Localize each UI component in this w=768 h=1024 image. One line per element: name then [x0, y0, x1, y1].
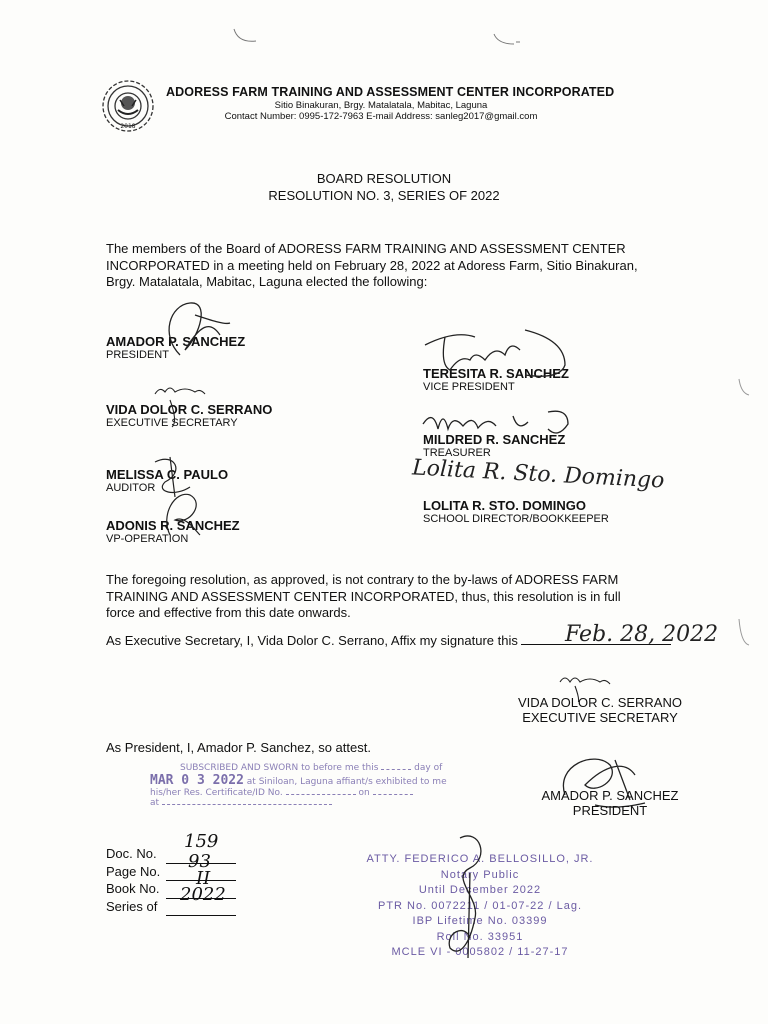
jurat-line: on: [358, 788, 370, 798]
signature: [150, 382, 230, 432]
officer-position: TREASURER: [423, 447, 491, 459]
notary-title: Notary Public: [440, 868, 520, 881]
signature: [420, 818, 520, 968]
officer-name: AMADOR P. SANCHEZ: [106, 334, 246, 349]
document-title: BOARD RESOLUTION: [316, 171, 452, 186]
doc-number-label: Page No.: [106, 863, 161, 879]
president-block: [510, 788, 710, 818]
notary-mcle: MCLE VI - 0005802 / 11-27-17: [391, 946, 569, 958]
signature: [415, 325, 585, 395]
notary-ibp: IBP Lifetime No. 03399: [412, 915, 548, 927]
notary-name: ATTY. FEDERICO A. BELLOSILLO, JR.: [366, 853, 594, 865]
secretary-position: EXECUTIVE SECRETARY: [522, 710, 678, 725]
doc-number-row: [106, 831, 236, 864]
officer-name: ADONIS R. SANCHEZ: [106, 518, 240, 533]
resolution-paragraph: [106, 572, 686, 622]
officer-name: MELISSA C. PAULO: [106, 467, 229, 482]
signature: [150, 295, 240, 365]
officer-position: EXECUTIVE SECRETARY: [106, 417, 238, 429]
doc-number-value: 2022: [180, 883, 226, 905]
officer-position: VICE PRESIDENT: [423, 381, 515, 393]
officer-position: PRESIDENT: [106, 349, 169, 361]
doc-number-label: Series of: [106, 898, 158, 914]
officer-position: SCHOOL DIRECTOR/BOOKKEEPER: [423, 513, 609, 525]
jurat-line: day of: [414, 763, 443, 773]
officer-name: LOLITA R. STO. DOMINGO: [423, 498, 586, 513]
officer-name: VIDA DOLOR C. SERRANO: [106, 402, 273, 417]
handwritten-date: Feb. 28, 2022: [565, 622, 719, 647]
logo-year: 2018: [120, 123, 136, 130]
officer-name: TERESITA R. SANCHEZ: [423, 366, 569, 381]
resolution-line: The foregoing resolution, as approved, is not contrary to the by-laws of ADORESS FARM: [106, 572, 619, 587]
signature: [418, 404, 588, 444]
jurat-line: SUBSCRIBED AND SWORN to before me this: [180, 763, 379, 773]
doc-number-label: Doc. No.: [106, 846, 157, 861]
scan-mark: [490, 30, 530, 55]
doc-number-value: II: [196, 868, 211, 889]
president-position: PRESIDENT: [572, 803, 648, 818]
scan-mark: [735, 615, 755, 655]
scan-mark: [230, 25, 270, 50]
intro-line: The members of the Board of ADORESS FARM TRAINING AND ASSESSMENT CENTER: [106, 241, 626, 256]
organization-address: Sitio Binakuran, Brgy. Matalatala, Mabitac, Laguna: [274, 100, 488, 111]
intro-line: Brgy. Matalatala, Mabitac, Laguna elected the following:: [106, 274, 428, 289]
signature: [150, 485, 210, 540]
jurat-line: at: [150, 798, 160, 808]
intro-paragraph: [106, 241, 676, 291]
president-name: AMADOR P. SANCHEZ: [541, 788, 679, 803]
doc-number-label: Book No.: [106, 881, 160, 896]
jurat-date-stamp: MAR 0 3 2022: [150, 773, 244, 788]
organization-contact: Contact Number: 0995-172-7963 E-mail Address: sanleg2017@gmail.com: [224, 111, 538, 122]
handwritten-signature: Lolita R. Sto. Domingo: [411, 455, 665, 494]
doc-number-block: [106, 831, 236, 916]
resolution-number: RESOLUTION NO. 3, SERIES OF 2022: [268, 188, 500, 203]
doc-number-value: 159: [184, 831, 219, 852]
notary-roll: Roll No. 33951: [436, 930, 524, 943]
jurat-line: at Siniloan, Laguna affiant/s exhibited to me: [246, 777, 447, 787]
affix-text: As Executive Secretary, I, Vida Dolor C. Serrano, Affix my signature this: [106, 633, 518, 648]
notary-until: Until December 2022: [418, 884, 542, 896]
officer-position: VP-OPERATION: [106, 533, 189, 545]
officer-block: [423, 498, 609, 525]
president-attest: As President, I, Amador P. Sanchez, so attest.: [106, 740, 371, 755]
resolution-line: TRAINING AND ASSESSMENT CENTER INCORPORATED, thus, this resolution is in full: [106, 588, 621, 604]
doc-number-value: 93: [188, 850, 211, 872]
organization-logo: [100, 78, 156, 134]
secretary-name: VIDA DOLOR C. SERRANO: [518, 695, 682, 710]
resolution-line: force and effective from this date onwards.: [106, 605, 351, 620]
jurat-stamp: [150, 763, 490, 808]
secretary-block: [500, 695, 700, 725]
officer-position: AUDITOR: [106, 482, 156, 494]
notary-ptr: PTR No. 0072211 / 01-07-22 / Lag.: [377, 899, 582, 912]
jurat-line: his/her Res. Certificate/ID No.: [150, 788, 283, 798]
organization-name: ADORESS FARM TRAINING AND ASSESSMENT CENTER INCORPORATED: [166, 85, 615, 99]
officer-name: MILDRED R. SANCHEZ: [423, 432, 566, 447]
scan-mark: [735, 375, 755, 405]
intro-line: INCORPORATED in a meeting held on February 28, 2022 at Adoress Farm, Sitio Binakuran,: [106, 257, 638, 273]
